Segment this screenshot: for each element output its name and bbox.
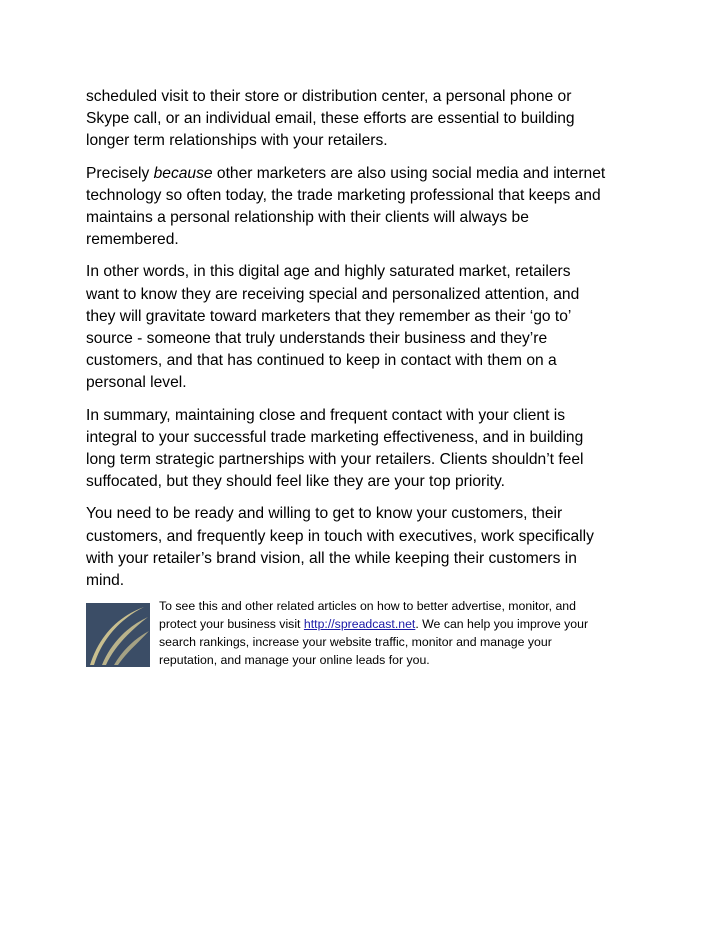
- paragraph-4: [86, 405, 656, 494]
- text-run: Precisely: [86, 164, 154, 182]
- paragraph-line: integral to your successful trade marketing effectiveness, and in building: [86, 428, 584, 446]
- paragraph-line: You need to be ready and willing to get to know your customers, their: [86, 505, 563, 523]
- paragraph-2: [86, 163, 656, 252]
- paragraph-line: want to know they are receiving special and personalized attention, and: [86, 285, 580, 303]
- paragraph-line: suffocated, but they should feel like they are your top priority.: [86, 473, 505, 491]
- spreadcast-swoosh-logo-icon: [86, 603, 150, 667]
- footer-line: search rankings, increase your website traffic, monitor and manage your: [159, 634, 552, 649]
- paragraph-line: technology so often today, the trade marketing professional that keeps and: [86, 186, 601, 204]
- paragraph-line: mind.: [86, 572, 125, 590]
- paragraph-line: long term strategic partnerships with your retailers. Clients shouldn’t feel: [86, 451, 584, 469]
- paragraph-line: maintains a personal relationship with their clients will always be: [86, 209, 529, 227]
- footer-line: To see this and other related articles on how to better advertise, monitor, and: [159, 599, 576, 613]
- text-run: other marketers are also using social media and internet: [212, 164, 606, 182]
- paragraph-line: personal level.: [86, 374, 187, 392]
- paragraph-line: customers, and frequently keep in touch with executives, work specifically: [86, 527, 594, 545]
- paragraph-line: [86, 163, 656, 185]
- footer-promo: [86, 598, 666, 678]
- text-run: . We can help you improve your: [415, 616, 589, 631]
- paragraph-line: Skype call, or an individual email, these efforts are essential to building: [86, 110, 575, 128]
- paragraph-line: source - someone that truly understands their business and they’re: [86, 330, 548, 348]
- article-body: [86, 86, 656, 602]
- paragraph-line: they will gravitate toward marketers that they remember as their ‘go to’: [86, 307, 572, 325]
- spreadcast-link[interactable]: http://spreadcast.net: [303, 616, 416, 631]
- paragraph-line: with your retailer’s brand vision, all the while keeping their customers in: [86, 549, 577, 567]
- footer-text: [159, 598, 669, 670]
- paragraph-line: In summary, maintaining close and frequent contact with your client is: [86, 406, 566, 424]
- paragraph-5: [86, 503, 656, 592]
- paragraph-line: scheduled visit to their store or distribution center, a personal phone or: [86, 88, 572, 105]
- emphasis-text: because: [153, 164, 213, 182]
- paragraph-line: In other words, in this digital age and highly saturated market, retailers: [86, 263, 571, 281]
- paragraph-3: [86, 261, 656, 394]
- paragraph-line: longer term relationships with your retailers.: [86, 132, 388, 150]
- paragraph-line: customers, and that has continued to keep in contact with them on a: [86, 352, 557, 370]
- paragraph-line: remembered.: [86, 231, 179, 249]
- footer-line: [159, 616, 669, 634]
- paragraph-1: [86, 86, 656, 153]
- text-run: protect your business visit: [159, 616, 304, 631]
- footer-line: reputation, and manage your online leads for you.: [159, 652, 430, 667]
